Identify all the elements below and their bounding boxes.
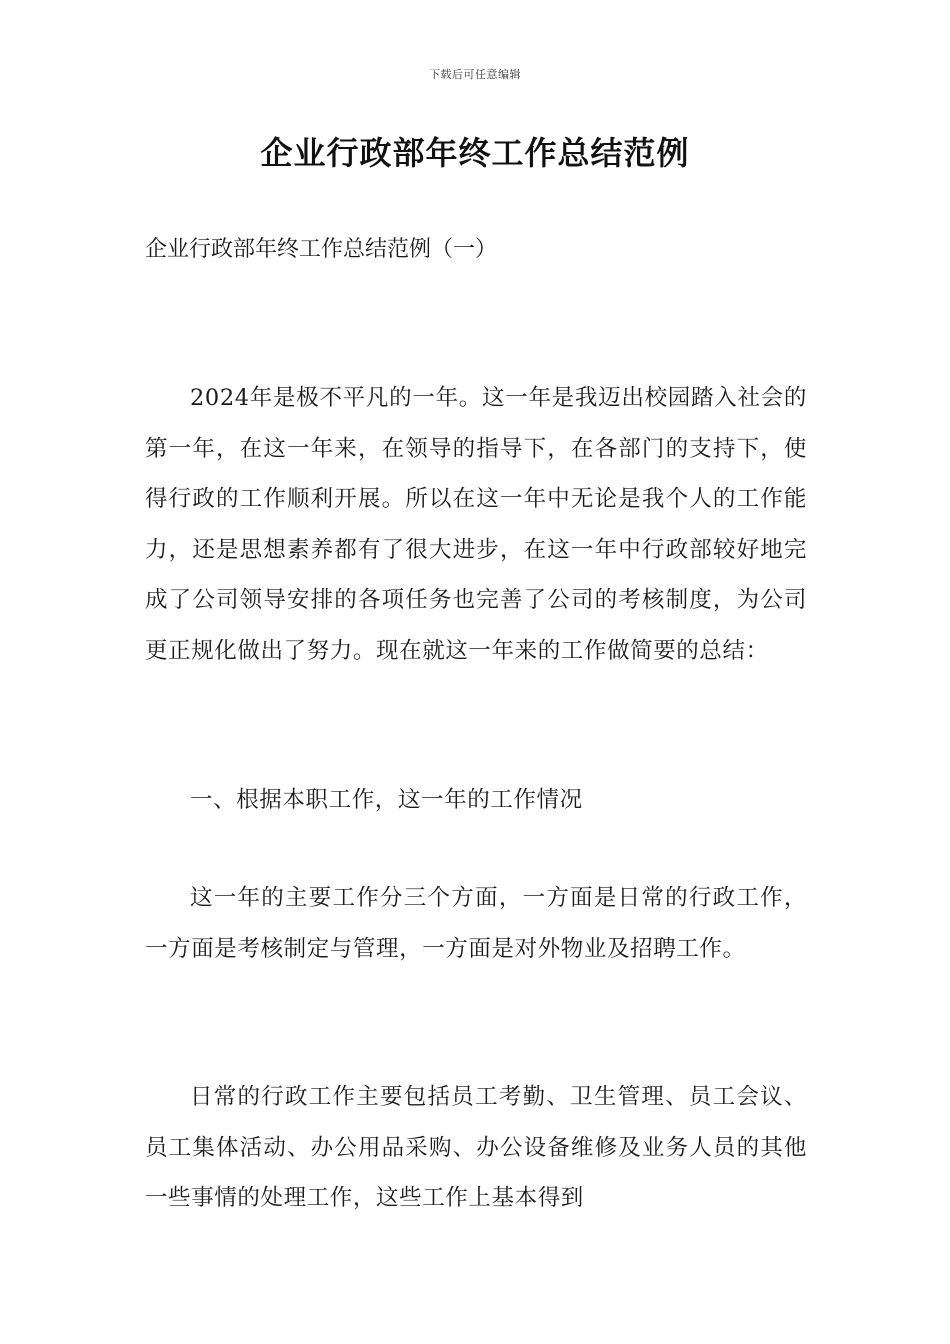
document-title: 企业行政部年终工作总结范例 (260, 134, 690, 172)
header-note: 下载后可任意编辑 (429, 68, 521, 81)
document-subtitle: 企业行政部年终工作总结范例（一） (145, 237, 498, 262)
paragraph-main-work: 这一年的主要工作分三个方面，一方面是日常的行政工作，一方面是考核制定与管理，一方面是对外物业及招聘工作。 (145, 885, 807, 962)
paragraph-intro: 2024年是极不平凡的一年。这一年是我迈出校园踏入社会的第一年，在这一年来，在领导的指导下，在各部门的支持下，使得行政的工作顺利开展。所以在这一年中无论是我个人的工作能力，还是思想素养都有了很大进步，在这一年中行政部较好地完成了公司领导安排的各项任务也完善了公司的考核制度，为公司更正规化做出了努力。现在就这一年来的工作做简要的总结： (145, 385, 807, 664)
paragraph-daily-admin: 日常的行政工作主要包括员工考勤、卫生管理、员工会议、员工集体活动、办公用品采购、办公设备维修及业务人员的其他一些事情的处理工作，这些工作上基本得到 (145, 1084, 807, 1211)
section-heading: 一、根据本职工作，这一年的工作情况 (190, 787, 583, 813)
